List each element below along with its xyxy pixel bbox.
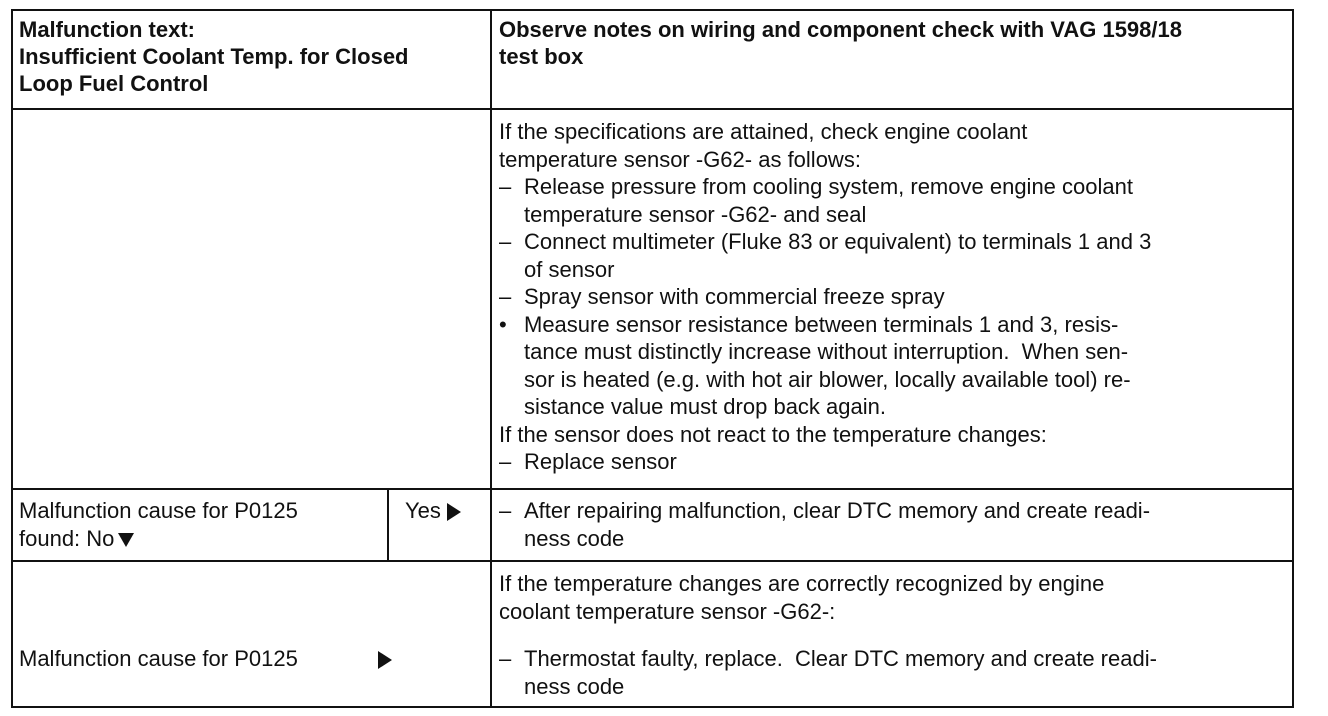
intro-line: coolant temperature sensor -G62-: — [499, 598, 836, 624]
cause-label: Malfunction cause for P0125 — [19, 646, 298, 671]
list-item — [499, 228, 1289, 283]
dash-marker: – — [499, 498, 512, 523]
dash-marker: – — [499, 646, 512, 671]
table-border-top — [11, 9, 1294, 11]
list-item-line: Measure sensor resistance between terminals 1 and 3, resis- — [524, 311, 1119, 337]
list-item — [499, 497, 1289, 552]
cause-line: Malfunction cause for P0125 — [19, 498, 298, 523]
yes-cell-divider — [387, 488, 389, 562]
list-item-line: Thermostat faulty, replace. Clear DTC memory and create readi- — [524, 646, 1157, 671]
list-item — [499, 311, 1289, 421]
dash-marker: – — [499, 284, 512, 309]
cause-no-label: found: No — [19, 525, 115, 551]
arrow-down-icon — [118, 533, 134, 547]
intro-line: temperature sensor -G62- as follows: — [499, 146, 861, 172]
observe-notes-header — [499, 16, 1289, 70]
list-item-line: sistance value must drop back again. — [524, 394, 886, 419]
yes-label: Yes — [405, 498, 441, 523]
list-item-line: Connect multimeter (Fluke 83 or equivalent) to terminals 1 and 3 — [524, 229, 1152, 254]
list-item-line: Replace sensor — [524, 449, 677, 474]
list-item-line: sor is heated (e.g. with hot air blower, locally available tool) re- — [524, 366, 1131, 392]
list-item — [499, 448, 1289, 476]
list-item-line: tance must distinctly increase without interruption. When sen- — [524, 339, 1129, 364]
sensor-check-procedure — [499, 118, 1289, 476]
procedure-table — [11, 9, 1294, 708]
thermostat-instruction — [499, 570, 1289, 700]
dash-marker: – — [499, 449, 512, 474]
table-border-left — [11, 9, 13, 708]
dash-marker: – — [499, 229, 512, 254]
list-item — [499, 283, 1289, 311]
malfunction-cause-found — [19, 497, 384, 552]
table-border-right — [1292, 9, 1294, 708]
bullet-marker: • — [499, 311, 507, 337]
cause-line — [19, 525, 384, 553]
intro-line: If the specifications are attained, check engine coolant — [499, 119, 1028, 144]
arrow-right-icon — [447, 503, 461, 521]
header-left-line: Malfunction text: — [19, 17, 195, 42]
list-item-line: Release pressure from cooling system, remove engine coolant — [524, 174, 1133, 199]
dash-marker: – — [499, 174, 512, 199]
arrow-right-icon — [378, 651, 392, 669]
list-item-line: of sensor — [524, 256, 615, 282]
row-divider-1 — [11, 488, 1294, 490]
row-divider-2 — [11, 560, 1294, 562]
followup-line: If the sensor does not react to the temperature changes: — [499, 421, 1047, 447]
header-right-line: Observe notes on wiring and component check with VAG 1598/18 — [499, 17, 1182, 42]
malfunction-cause — [19, 645, 484, 673]
list-item-line: ness code — [524, 673, 625, 699]
table-border-bottom — [11, 706, 1294, 708]
list-item-line: ness code — [524, 525, 625, 551]
list-item — [499, 645, 1289, 700]
column-divider — [490, 9, 492, 708]
header-left-line: Loop Fuel Control — [19, 71, 209, 96]
header-divider — [11, 108, 1294, 110]
list-item — [499, 173, 1289, 228]
yes-indicator — [405, 497, 487, 525]
malfunction-text-header — [19, 16, 484, 97]
list-item-line: After repairing malfunction, clear DTC memory and create readi- — [524, 498, 1151, 523]
repair-instruction — [499, 497, 1289, 552]
list-item-line: temperature sensor -G62- and seal — [524, 201, 867, 227]
header-right-line: test box — [499, 44, 584, 69]
header-left-line: Insufficient Coolant Temp. for Closed — [19, 44, 409, 69]
list-item-line: Spray sensor with commercial freeze spray — [524, 284, 945, 309]
intro-line: If the temperature changes are correctly recognized by engine — [499, 571, 1105, 596]
